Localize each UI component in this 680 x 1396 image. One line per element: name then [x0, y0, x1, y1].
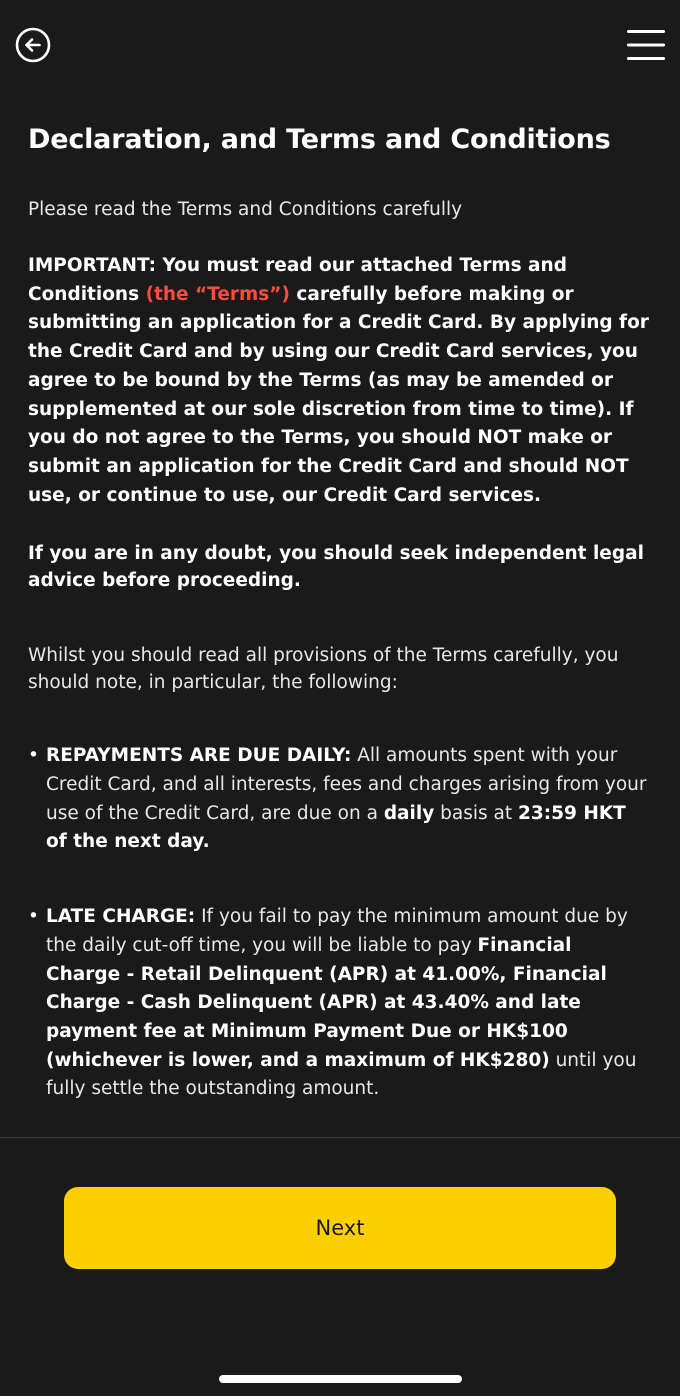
key-terms-list — [28, 742, 652, 1104]
hamburger-menu-icon — [626, 28, 666, 62]
back-arrow-circle-icon — [14, 26, 52, 64]
footer-divider — [0, 1137, 680, 1138]
repayments-label: REPAYMENTS ARE DUE DAILY: — [46, 745, 352, 767]
list-item-late-charge — [28, 903, 652, 1104]
next-button[interactable]: Next — [64, 1187, 616, 1269]
menu-button[interactable] — [626, 28, 666, 62]
late-charge-text-2: until you fully settle the outstanding amount. — [46, 1049, 637, 1100]
late-charge-label: LATE CHARGE: — [46, 906, 196, 928]
repayments-text: All amounts spent with your Credit Card, and all interests, fees and charges arising from your use of the Credit Card, are due on a — [46, 745, 647, 824]
legal-advice-notice: If you are in any doubt, you should seek independent legal advice before proceeding. — [28, 543, 644, 592]
provisions-intro: Whilst you should read all provisions of the Terms carefully, you should note, in particular, the following: — [28, 645, 619, 694]
late-charge-text: If you fail to pay the minimum amount due by the daily cut-off time, you will be liable to pay — [46, 906, 628, 956]
page-title: Declaration, and Terms and Conditions — [28, 124, 611, 155]
important-text-part1: IMPORTANT: You must read our attached Terms and Conditions — [28, 255, 567, 305]
terms-content — [28, 118, 652, 1104]
repayments-text-2: basis at — [434, 802, 519, 824]
terms-highlight: (the “Terms”) — [145, 283, 290, 305]
back-button[interactable] — [14, 26, 52, 64]
late-charge-rates: Financial Charge - Retail Delinquent (APR) at 41.00%, Financial Charge - Cash Delinquent (APR) at 43.40% and late payment fee at Minimum Payment Due or HK$100 (whichever is lower, and a maximum of HK$280) — [46, 934, 607, 1071]
important-text-part2: carefully before making or submitting an application for a Credit Card. By applying for the Credit Card and by using our Credit Card services, you agree to be bound by the Terms (as may be amended or supplemented at our sole discretion from time to time). If you do not agree to the Terms, you should NOT make or submit an application for the Credit Card and should NOT use, or continue to use, our Credit Card services. — [28, 283, 649, 506]
bullet-dot: • — [28, 745, 39, 767]
important-notice — [28, 252, 652, 510]
repayments-deadline: 23:59 HKT of the next day. — [46, 802, 626, 853]
repayments-daily: daily — [383, 802, 435, 824]
top-bar — [0, 0, 680, 90]
home-indicator[interactable] — [219, 1375, 462, 1383]
bullet-dot: • — [28, 906, 39, 928]
intro-text: Please read the Terms and Conditions carefully — [28, 199, 463, 220]
list-item-repayments — [28, 742, 652, 857]
